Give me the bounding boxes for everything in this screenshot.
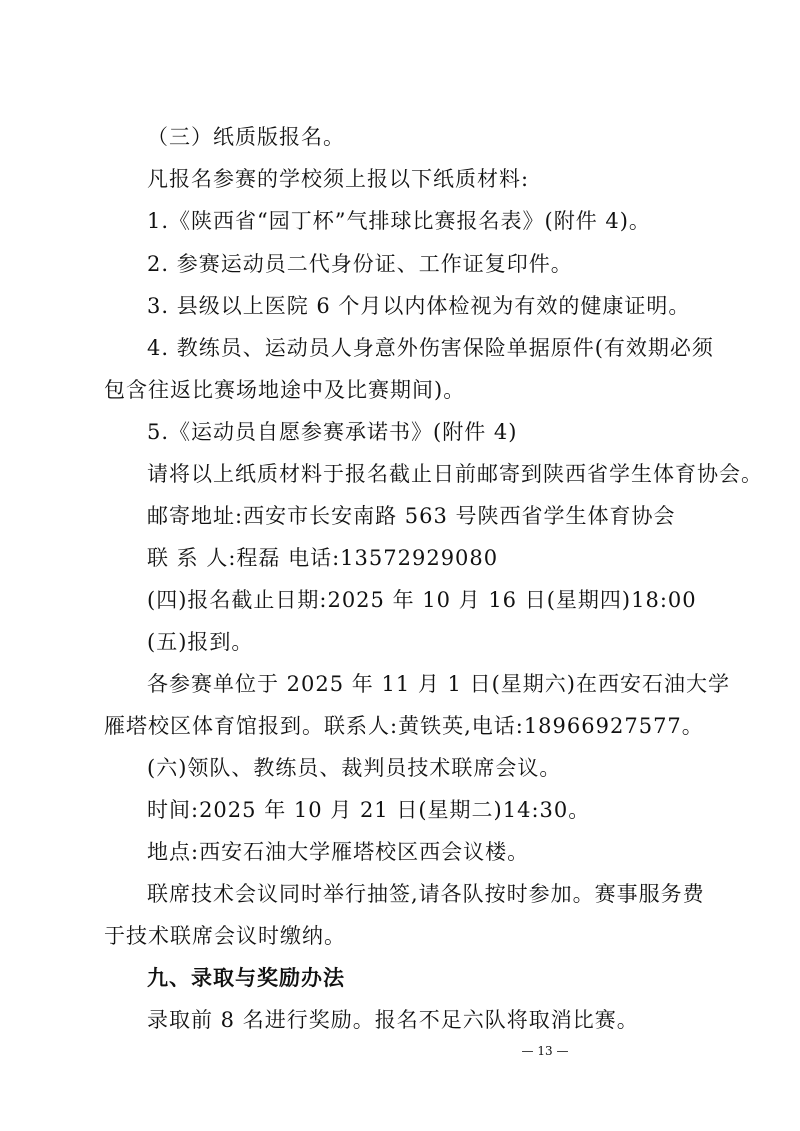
list-item-3: 3. 县级以上医院 6 个月以内体检视为有效的健康证明。 (147, 294, 691, 318)
list-item-5: 5.《运动员自愿参赛承诺书》(附件 4) (147, 420, 518, 444)
page-number: — 13 — (521, 1044, 569, 1058)
paragraph-mail-instruction: 请将以上纸质材料于报名截止日前邮寄到陕西省学生体育协会。 (147, 462, 763, 486)
list-item-2: 2. 参赛运动员二代身份证、工作证复印件。 (147, 252, 573, 276)
section-heading-deadline: (四)报名截止日期:2025 年 10 月 16 日(星期四)18:00 (147, 588, 697, 612)
section-heading-check-in: (五)报到。 (147, 630, 254, 654)
section-heading-paper-registration: （三）纸质版报名。 (147, 125, 345, 149)
section-heading-meeting: (六)领队、教练员、裁判员技术联席会议。 (147, 756, 562, 780)
mailing-address: 邮寄地址:西安市长安南路 563 号陕西省学生体育协会 (147, 504, 676, 528)
meeting-time: 时间:2025 年 10 月 21 日(星期二)14:30。 (147, 798, 591, 822)
meeting-location: 地点:西安石油大学雁塔校区西会议楼。 (147, 840, 530, 864)
paragraph-meeting-notes: 联席技术会议同时举行抽签,请各队按时参加。赛事服务费 (147, 882, 705, 906)
list-item-4: 4. 教练员、运动员人身意外伤害保险单据原件(有效期必须 (147, 336, 714, 360)
list-item-4-continuation: 包含往返比赛场地途中及比赛期间)。 (104, 378, 466, 402)
list-item-1: 1.《陕西省“园丁杯”气排球比赛报名表》(附件 4)。 (147, 209, 651, 233)
contact-person: 联 系 人:程磊 电话:13572929080 (147, 546, 499, 570)
paragraph-check-in-continuation: 雁塔校区体育馆报到。联系人:黄铁英,电话:18966927577。 (104, 714, 704, 738)
section-heading-awards: 九、录取与奖励办法 (147, 966, 345, 990)
paragraph-materials-intro: 凡报名参赛的学校须上报以下纸质材料: (147, 167, 530, 191)
paragraph-meeting-notes-continuation: 于技术联席会议时缴纳。 (104, 924, 346, 948)
paragraph-check-in: 各参赛单位于 2025 年 11 月 1 日(星期六)在西安石油大学 (147, 672, 730, 696)
paragraph-awards: 录取前 8 名进行奖励。报名不足六队将取消比赛。 (147, 1008, 639, 1032)
